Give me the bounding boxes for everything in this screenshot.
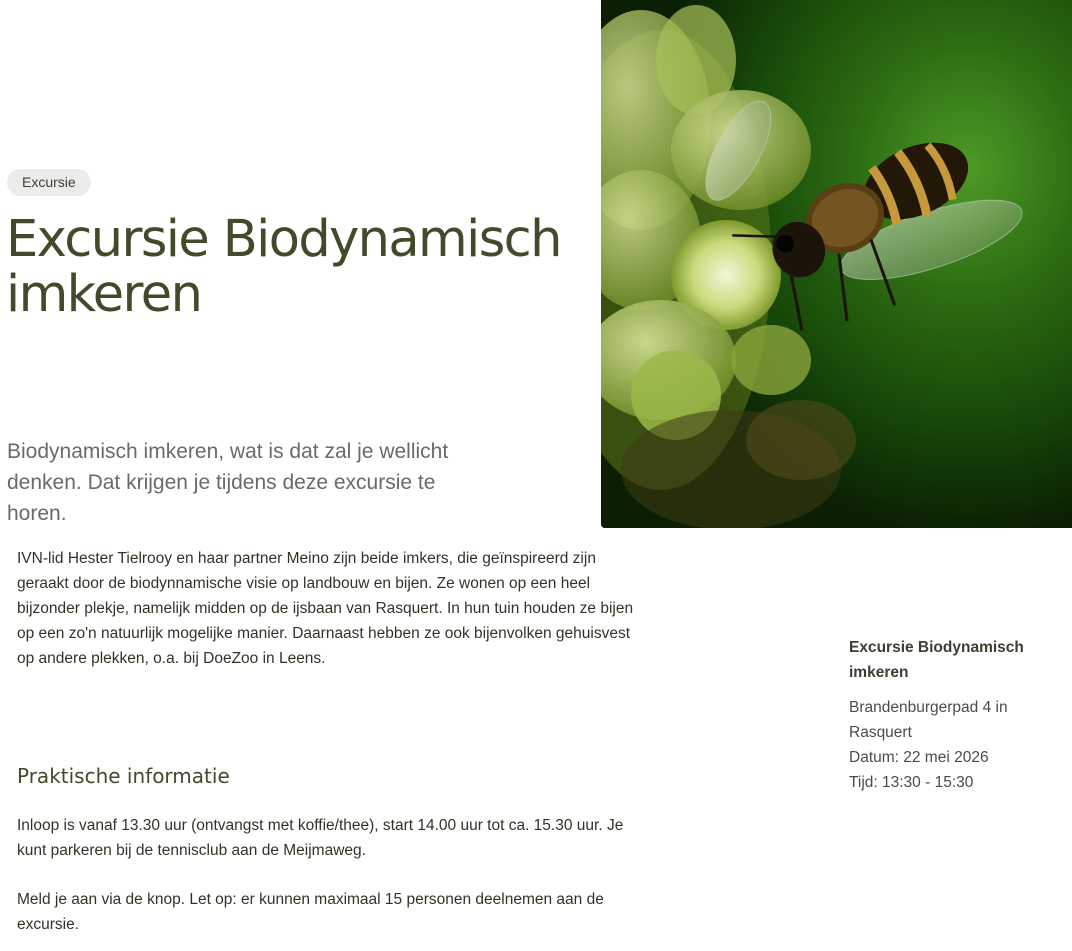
hero-image <box>601 0 1072 528</box>
event-time: Tijd: 13:30 - 15:30 <box>849 774 974 791</box>
intro-text: Biodynamisch imkeren, wat is dat zal je wellicht denken. Dat krijgen je tijdens deze excursie te horen. <box>7 440 449 525</box>
event-details-title: Excursie Biodynamisch imkeren <box>849 639 1024 681</box>
event-date: Datum: 22 mei 2026 <box>849 749 989 766</box>
category-badge: Excursie <box>7 169 91 196</box>
practical-info-heading: Praktische informatie <box>17 764 230 788</box>
practical-info-text: Inloop is vanaf 13.30 uur (ontvangst met koffie/thee), start 14.00 uur tot ca. 15.30 uur. Je kunt parkeren bij de tennisclub aan de Meijmaweg. <box>17 817 624 859</box>
event-location: Brandenburgerpad 4 in Rasquert <box>849 699 1008 741</box>
registration-text: Meld je aan via de knop. Let op: er kunnen maximaal 15 personen deelnemen aan de excursie. <box>17 891 604 933</box>
event-details-sidebar <box>849 635 1049 795</box>
description-text: IVN-lid Hester Tielrooy en haar partner Meino zijn beide imkers, die geïnspireerd zijn geraakt door de biodynnamische visie op landbouw en bijen. Ze wonen op een heel bijzonder plekje, namelijk midden op de ijsbaan van Rasquert. In hun tuin houden ze bijen op een zo'n natuurlijk mogelijke manier. Daarnaast hebben ze ook bijenvolken gehuisvest op andere plekken, o.a. bij DoeZoo in Leens. <box>17 550 634 667</box>
bee-on-flower-illustration <box>601 0 1072 528</box>
page-title: Excursie Biodynamisch imkeren <box>6 210 561 324</box>
